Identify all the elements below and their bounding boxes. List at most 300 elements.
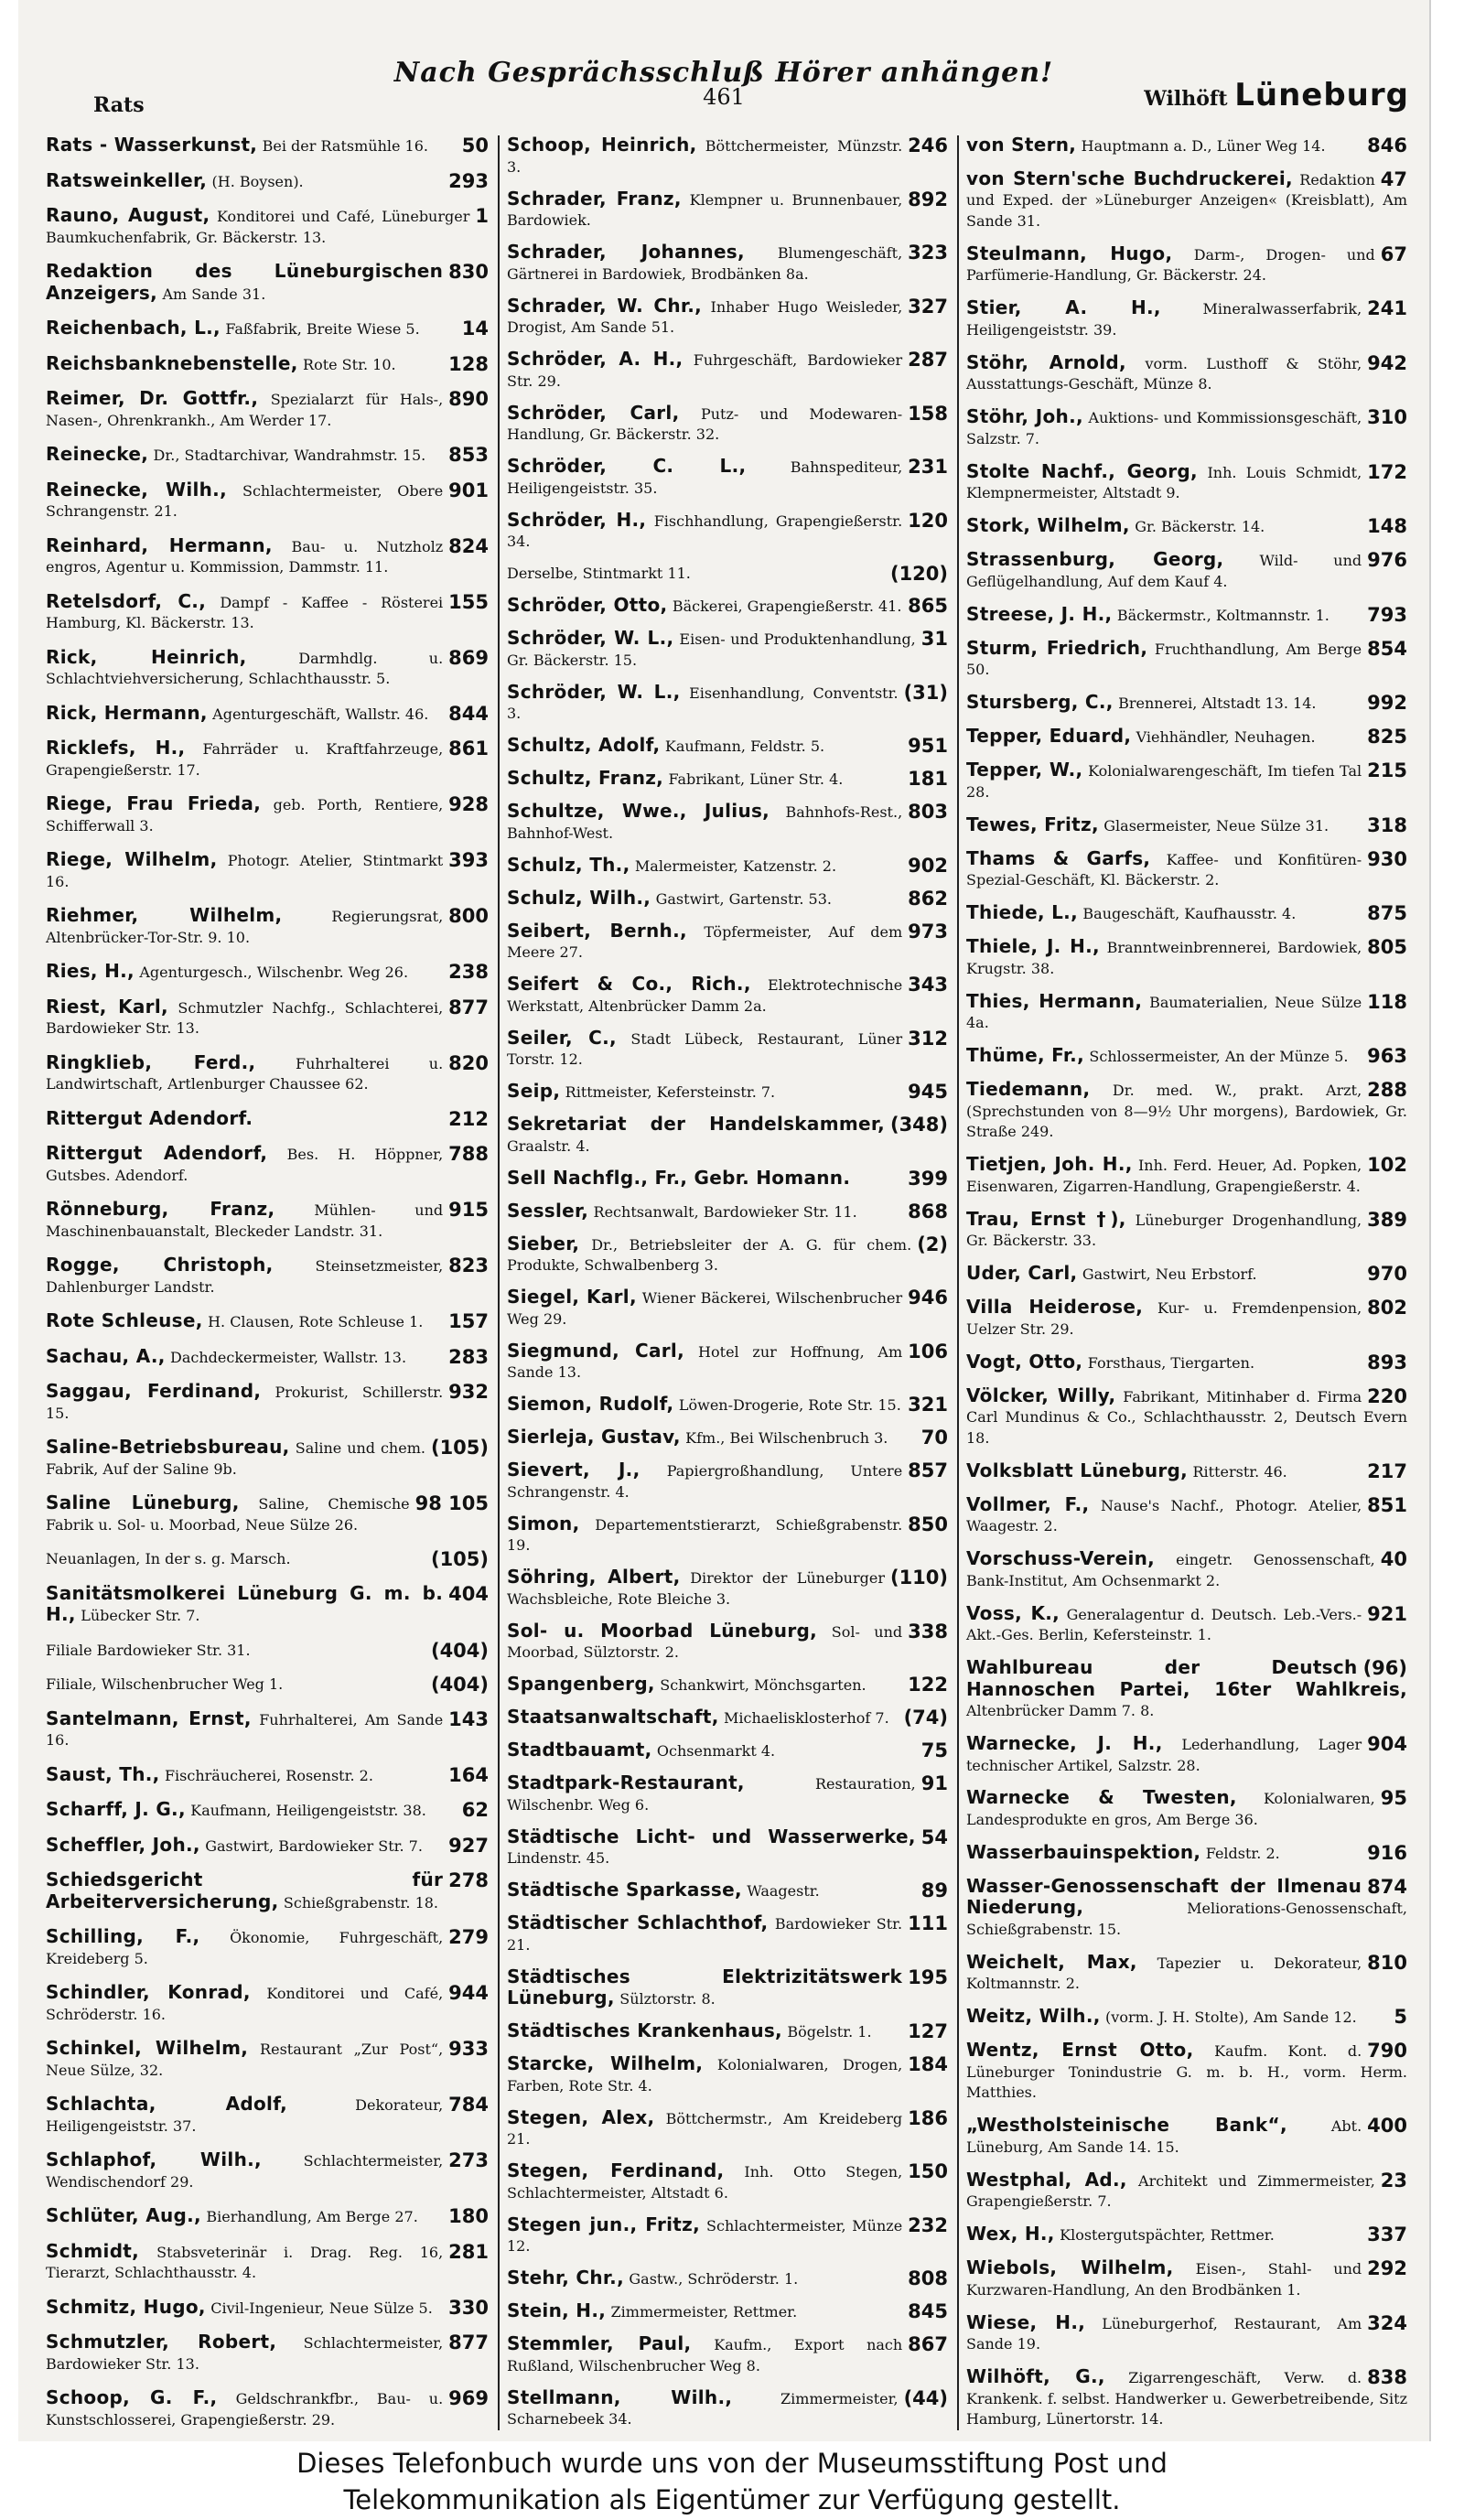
entry-detail: Dekorateur, Heiligengeiststr. 37. [46, 2096, 444, 2135]
entry-phone-number: 790 [1367, 2040, 1407, 2062]
entry-name: Staatsanwaltschaft, [507, 1706, 719, 1728]
entry-name: Schiedsgericht für Arbeiterversicherung, [46, 1868, 444, 1912]
entry-phone-number: 915 [448, 1199, 489, 1221]
entry-detail: Auktions- und Kommissionsgeschäft, Salzstr. 7. [966, 409, 1362, 447]
entry-detail: Architekt und Zimmermeister, Grapengießerstr. 7. [966, 2171, 1375, 2211]
entry-detail: Schlossermeister, An der Münze 5. [1089, 1048, 1349, 1066]
directory-entry [46, 1927, 490, 1969]
entry-phone-number: 802 [1367, 1297, 1407, 1319]
entry-detail: Konditorei und Café, Schröderstr. 16. [46, 1985, 444, 2023]
directory-entry [507, 350, 950, 392]
entry-phone-number: 946 [908, 1287, 948, 1308]
entry-detail: Generalagentur d. Deutsch. Leb.-Vers.-Akt.-Ges. Berlin, Kefersteinstr. 1. [966, 1605, 1362, 1644]
entry-phone-number: 808 [908, 2267, 948, 2289]
entry-detail: Saline und chem. Fabrik, Auf der Saline 9b. [46, 1439, 425, 1478]
directory-entry [46, 2388, 490, 2430]
entry-name: Sekretariat der Handelskammer, [507, 1113, 885, 1135]
entry-detail: Lederhandlung, Lager technischer Artikel, Salzstr. 28. [966, 1736, 1362, 1774]
entry-phone-number: 70 [920, 1427, 948, 1448]
entry-detail: Ritterstr. 46. [1192, 1462, 1287, 1481]
entry-name: Schröder, Carl, [507, 401, 680, 424]
entry-name: Schmitz, Hugo, [46, 2295, 206, 2318]
entry-detail: Kur- u. Fremdenpension, Uelzer Str. 29. [966, 1299, 1362, 1338]
directory-entry [966, 516, 1409, 538]
directory-entry [966, 846, 1409, 891]
entry-name: Rick, Hermann, [46, 701, 208, 724]
directory-entry [46, 1675, 490, 1696]
entry-name: Schilling, F., [46, 1925, 200, 1947]
directory-entry [966, 1080, 1409, 1143]
directory-entry [966, 1601, 1409, 1646]
directory-entry [966, 760, 1409, 802]
directory-entry [507, 135, 950, 178]
entry-phone-number: 278 [448, 1869, 489, 1891]
directory-entry [966, 550, 1409, 592]
entry-detail: Kaufmann, Heiligengeiststr. 38. [190, 1802, 426, 1819]
entry-phone-number: 279 [448, 1926, 489, 1948]
entry-name: Villa Heiderose, [966, 1296, 1144, 1319]
entry-detail: Lüneburgerhof, Restaurant, Am Sande 19. [966, 2314, 1362, 2353]
entry-phone-number: 928 [448, 793, 489, 815]
entry-name: von Stern'sche Buchdruckerei, [966, 167, 1293, 189]
directory-entry [46, 1800, 490, 1822]
entry-name: Tietjen, Joh. H., [966, 1153, 1133, 1176]
entry-name: Schindler, Konrad, [46, 1981, 251, 2003]
directory-entry [46, 738, 490, 781]
directory-entry [507, 2054, 950, 2096]
entry-name: Tewes, Fritz, [966, 813, 1099, 835]
directory-entry [46, 262, 490, 305]
entry-phone-number: 91 [920, 1772, 948, 1794]
entry-name: Warnecke & Twesten, [966, 1786, 1237, 1809]
entry-name: Saline Lüneburg, [46, 1492, 240, 1513]
entry-detail: Kfm., Bei Wilschenbruch 3. [685, 1429, 888, 1447]
entry-detail: Lübecker Str. 7. [81, 1607, 200, 1624]
directory-entry [46, 480, 490, 522]
entry-name: Sell Nachflg., Fr., Gebr. Homann. [507, 1166, 851, 1189]
entry-name: Schröder, A. H., [507, 348, 684, 370]
directory-entry [46, 445, 490, 467]
directory-entry [966, 903, 1409, 925]
directory-entry [507, 1567, 950, 1610]
entry-phone-number: 217 [1367, 1459, 1407, 1482]
entry-phone-number: 969 [448, 2387, 489, 2409]
directory-entry [46, 1255, 490, 1298]
entry-name: Riest, Karl, [46, 995, 168, 1018]
entry-phone-number: (348) [889, 1114, 948, 1136]
entry-phone-number: 318 [1367, 813, 1407, 836]
entry-phone-number: 850 [908, 1513, 948, 1535]
directory-entry [46, 589, 490, 634]
entry-name: Rats - Wasserkunst, [46, 135, 258, 156]
entry-detail: Zimmermeister, Scharnebeek 34. [507, 2389, 899, 2428]
directory-entry [507, 189, 950, 232]
entry-phone-number: 293 [448, 169, 489, 192]
entry-name: Söhring, Albert, [507, 1566, 681, 1588]
entry-name: Tepper, W., [966, 759, 1083, 781]
entry-columns [38, 135, 1418, 2430]
entry-detail: Sülztorstr. 8. [619, 1990, 716, 2008]
entry-phone-number: 810 [1367, 1951, 1407, 1974]
entry-name: Santelmann, Ernst, [46, 1707, 252, 1729]
entry-phone-number: 31 [920, 628, 948, 650]
entry-detail: Zigarrengeschäft, Verw. d. Krankenk. f. selbst. Handwerker u. Gewerbetreibende, Sitz Hamburg, Lünertorstr. 14. [966, 2369, 1407, 2428]
entry-phone-number: 963 [1367, 1045, 1407, 1068]
entry-detail: Baumaterialien, Neue Sülze 4a. [966, 993, 1362, 1032]
entry-name: Schrader, W. Chr., [507, 294, 702, 317]
entry-detail: Waagestr. [747, 1882, 820, 1900]
entry-phone-number: 238 [448, 961, 489, 983]
directory-entry [507, 1082, 950, 1104]
entry-detail: Inh. Louis Schmidt, Klempnermeister, Altstadt 9. [966, 463, 1362, 502]
entry-detail: Konditorei und Café, Lüneburger Baumkuchenfabrik, Gr. Bäckerstr. 13. [46, 208, 470, 246]
entry-phone-number: 875 [1367, 902, 1407, 925]
entry-name: Scharff, J. G., [46, 1798, 186, 1820]
entry-phone-number: 324 [1367, 2311, 1407, 2334]
entry-detail: Abt. Lüneburg, Am Sande 14. 15. [966, 2117, 1362, 2156]
entry-name: Trau, Ernst †), [966, 1207, 1126, 1230]
directory-entry [46, 645, 490, 690]
entry-name: Schlaphof, Wilh., [46, 2148, 262, 2170]
entry-detail: Restauration, Wilschenbr. Weg 6. [507, 1775, 916, 1814]
page-number: 461 [703, 84, 745, 110]
entry-detail: Inh. Otto Stegen, Schlachtermeister, Altstadt 6. [507, 2163, 903, 2202]
directory-entry [966, 1386, 1409, 1449]
directory-entry [507, 1707, 950, 1729]
entry-phone-number: 23 [1380, 2169, 1407, 2192]
entry-phone-number: 868 [908, 1200, 948, 1222]
directory-entry [507, 1675, 950, 1696]
directory-entry [966, 2367, 1409, 2430]
right-guide-word [1144, 77, 1409, 113]
directory-entry [507, 1967, 950, 2010]
entry-name: Stöhr, Arnold, [966, 350, 1126, 373]
entry-name: Stöhr, Joh., [966, 405, 1083, 428]
entry-name: Uder, Carl, [966, 1262, 1078, 1285]
entry-name: Schmutzler, Robert, [46, 2331, 277, 2353]
directory-entry [46, 135, 490, 157]
entry-phone-number: 330 [448, 2296, 489, 2319]
directory-entry [966, 1264, 1409, 1286]
directory-entry [46, 2295, 490, 2320]
directory-entry [46, 1870, 490, 1913]
entry-name: Stellmann, Wilh., [507, 2385, 733, 2408]
directory-entry [507, 680, 950, 725]
entry-name: Redaktion des Lüneburgischen Anzeigers, [46, 260, 444, 304]
entry-phone-number: 400 [1367, 2115, 1407, 2138]
entry-phone-number: 98 105 [414, 1492, 489, 1514]
entry-name: Seibert, Bernh., [507, 919, 687, 942]
directory-entry [46, 389, 490, 431]
entry-name: Stegen jun., Fritz, [507, 2213, 700, 2235]
entry-phone-number: 157 [448, 1310, 489, 1332]
entry-name: von Stern, [966, 135, 1077, 156]
entry-detail: Kolonialwaren, Drogen, Farben, Rote Str. 4. [507, 2056, 903, 2095]
entry-phone-number: 823 [448, 1255, 489, 1276]
entry-phone-number: 184 [908, 2053, 948, 2075]
entry-detail: Photogr. Atelier, Stintmarkt 16. [46, 852, 444, 890]
entry-name: Scheffler, Joh., [46, 1833, 200, 1856]
entry-detail: geb. Porth, Rentiere, Schifferwall 3. [46, 796, 444, 835]
entry-name: Städtisches Elektrizitätswerk Lüneburg, [507, 1965, 903, 2008]
entry-detail: Schießgrabenstr. 18. [283, 1893, 439, 1912]
directory-entry [46, 1106, 490, 1131]
entry-detail: Bardowieker Str. 21. [507, 1915, 903, 1954]
entry-name: Thies, Hermann, [966, 989, 1143, 1012]
entry-phone-number: 902 [908, 854, 948, 877]
entry-phone-number: 970 [1367, 1263, 1407, 1286]
entry-name: Schultze, Wwe., Julius, [507, 800, 770, 822]
footer-line-1: Dieses Telefonbuch wurde uns von der Museumsstiftung Post und [296, 2448, 1168, 2479]
entry-phone-number: (74) [903, 1707, 948, 1728]
directory-entry [966, 1840, 1409, 1865]
entry-phone-number: 338 [908, 1620, 948, 1642]
directory-entry [46, 1762, 490, 1787]
entry-phone-number: 47 [1380, 167, 1407, 190]
entry-phone-number: 932 [448, 1381, 489, 1403]
entry-phone-number: 830 [448, 261, 489, 283]
entry-phone-number: 120 [908, 509, 948, 532]
entry-detail: Fahrräder u. Kraftfahrzeuge, Grapengießerstr. 17. [46, 740, 444, 779]
entry-detail: Regierungsrat, Altenbrücker-Tor-Str. 9. 10. [46, 908, 444, 946]
entry-name: Westphal, Ad., [966, 2168, 1127, 2191]
entry-detail: Gastwirt, Neu Erbstorf. [1082, 1265, 1257, 1284]
entry-name: Vogt, Otto, [966, 1350, 1083, 1373]
entry-detail: Bögelstr. 1. [787, 2023, 872, 2041]
entry-phone-number: (31) [903, 681, 948, 704]
entry-phone-number: 232 [908, 2213, 948, 2236]
directory-entry [507, 1621, 950, 1664]
entry-detail: Sol- und Moorbad, Sülztorstr. 2. [507, 1622, 903, 1661]
entry-name: Schulz, Wilh., [507, 886, 651, 909]
footer-line-2: Telekommunikation als Eigentümer zur Verfügung gestellt. [343, 2484, 1121, 2515]
entry-name: Stegen, Ferdinand, [507, 2159, 725, 2181]
entry-phone-number: 321 [908, 1394, 948, 1416]
entry-phone-number: 62 [461, 1799, 489, 1821]
directory-entry [507, 457, 950, 499]
entry-name: Sachau, A., [46, 1344, 166, 1367]
entry-phone-number: 784 [448, 2094, 489, 2116]
entry-name: Tiedemann, [966, 1078, 1091, 1101]
entry-phone-number: (96) [1362, 1657, 1407, 1680]
directory-page [18, 0, 1431, 2441]
entry-detail: Schmutzler Nachfg., Schlachterei, Bardowieker Str. 13. [46, 998, 444, 1037]
entry-name: Stier, A. H., [966, 296, 1161, 319]
entry-detail: H. Clausen, Rote Schleuse 1. [208, 1313, 424, 1330]
entry-name: Spangenberg, [507, 1673, 655, 1695]
entry-detail: Bäckermstr., Koltmannstr. 1. [1116, 606, 1329, 624]
entry-detail: Lindenstr. 45. [507, 1849, 610, 1867]
entry-phone-number: 89 [920, 1879, 948, 1901]
directory-entry [966, 989, 1409, 1034]
entry-phone-number: 851 [1367, 1493, 1407, 1516]
directory-entry [507, 2105, 950, 2150]
entry-name: Retelsdorf, C., [46, 589, 207, 612]
entry-detail: Fabrikant, Lüner Str. 4. [668, 770, 844, 788]
entry-name: Schröder, C. L., [507, 455, 747, 477]
entry-detail: Am Sande 31. [162, 285, 266, 303]
entry-detail: Inhaber Hugo Weisleder, Drogist, Am Sande 51. [507, 297, 903, 336]
entry-detail: Feldstr. 2. [1205, 1844, 1280, 1862]
entry-detail: Kaufmann, Feldstr. 5. [664, 738, 825, 755]
entry-name: Schlüter, Aug., [46, 2204, 201, 2226]
entry-detail: Agenturgeschäft, Wallstr. 46. [212, 705, 429, 723]
entry-detail: Kolonialwaren, Landesprodukte en gros, Am Berge 36. [966, 1790, 1375, 1828]
directory-entry [46, 168, 490, 193]
directory-entry [966, 350, 1409, 395]
directory-entry [46, 962, 490, 984]
entry-detail: Bau- u. Nutzholz engros, Agentur u. Kommission, Dammstr. 11. [46, 537, 444, 576]
entry-phone-number: 122 [908, 1674, 948, 1696]
directory-entry [507, 802, 950, 844]
directory-entry [966, 1352, 1409, 1374]
entry-detail: Fuhrhalterei u. Landwirtschaft, Artlenburger Chaussee 62. [46, 1054, 444, 1093]
directory-entry [966, 937, 1409, 979]
entry-name: Steulmann, Hugo, [966, 242, 1173, 264]
entry-name: Schulz, Th., [507, 853, 630, 876]
entry-phone-number: 327 [908, 295, 948, 318]
directory-entry [46, 997, 490, 1039]
entry-name: Wex, H., [966, 2223, 1055, 2245]
entry-name: Rittergut Adendorf. [46, 1106, 253, 1129]
directory-entry [46, 1311, 490, 1333]
entry-detail: Schlachtermeister, Wendischendorf 29. [46, 2152, 444, 2191]
entry-phone-number: 838 [1367, 2366, 1407, 2389]
column-right [957, 135, 1416, 2430]
entry-phone-number: 399 [908, 1167, 948, 1190]
directory-entry [46, 2332, 490, 2375]
entry-phone-number: (105) [430, 1437, 489, 1459]
entry-detail: Bei der Ratsmühle 16. [262, 137, 428, 155]
entry-detail: Zimmermeister, Rettmer. [610, 2303, 798, 2321]
directory-entry [966, 1492, 1409, 1537]
entry-name: Ricklefs, H., [46, 737, 186, 759]
entry-detail: Bahnspediteur, Heiligengeiststr. 35. [507, 458, 903, 497]
directory-entry [966, 1298, 1409, 1340]
directory-entry [507, 2161, 950, 2203]
directory-entry [966, 2310, 1409, 2355]
entry-phone-number: (105) [430, 1548, 489, 1570]
entry-detail: Hotel zur Hoffnung, Am Sande 13. [507, 1342, 903, 1381]
entry-detail: Inh. Ferd. Heuer, Ad. Popken, Eisenwaren, Zigarren-Handlung, Grapengießerstr. 4. [966, 1157, 1362, 1195]
entry-detail: Derselbe, Stintmarkt 11. [507, 565, 691, 582]
entry-phone-number: 942 [1367, 351, 1407, 374]
entry-name: Schröder, H., [507, 508, 647, 531]
entry-name: Sturm, Friedrich, [966, 636, 1148, 659]
entry-phone-number: 75 [920, 1739, 948, 1761]
directory-entry [507, 1427, 950, 1449]
entry-name: Ringklieb, Ferd., [46, 1050, 256, 1073]
entry-phone-number: 901 [448, 479, 489, 501]
entry-detail: Civil-Ingenieur, Neue Sülze 5. [210, 2299, 433, 2317]
entry-phone-number: 127 [908, 2020, 948, 2042]
entry-name: Sol- u. Moorbad Lüneburg, [507, 1619, 818, 1642]
entry-detail: Direktor der Lüneburger Wachsbleiche, Rote Bleiche 3. [507, 1569, 885, 1608]
entry-detail: Filiale Bardowieker Str. 31. [46, 1641, 251, 1659]
entry-detail: Gastwirt, Gartenstr. 53. [655, 889, 832, 908]
entry-name: Streese, J. H., [966, 602, 1113, 625]
entry-detail: Agenturgesch., Wilschenbr. Weg 26. [139, 964, 409, 981]
directory-entry [507, 2301, 950, 2323]
entry-detail: Schlachtermeister, Obere Schrangenstr. 21. [46, 481, 444, 520]
entry-detail: Fruchthandlung, Am Berge 50. [966, 640, 1362, 679]
entry-detail: Löwen-Drogerie, Rote Str. 15. [678, 1396, 901, 1414]
directory-entry [46, 1438, 490, 1480]
entry-phone-number: 862 [908, 887, 948, 910]
entry-name: Rittergut Adendorf, [46, 1142, 268, 1164]
entry-phone-number: (404) [430, 1674, 489, 1696]
entry-detail: Rechtsanwalt, Bardowieker Str. 11. [593, 1202, 857, 1221]
entry-name: Strassenburg, Georg, [966, 548, 1224, 571]
directory-entry [966, 693, 1409, 715]
entry-phone-number: 945 [908, 1081, 948, 1103]
entry-phone-number: 128 [448, 352, 489, 375]
entry-name: Rote Schleuse, [46, 1309, 203, 1331]
entry-phone-number: 861 [448, 738, 489, 759]
entry-detail: Forsthaus, Tiergarten. [1087, 1353, 1255, 1372]
entry-detail: eingetr. Genossenschaft, Bank-Institut, Am Ochsenmarkt 2. [966, 1551, 1375, 1589]
directory-entry [966, 2170, 1409, 2213]
entry-name: Stegen, Alex, [507, 2105, 655, 2128]
directory-entry [46, 2206, 490, 2228]
entry-name: Schrader, Franz, [507, 187, 682, 210]
entry-name: Sievert, J., [507, 1459, 640, 1481]
entry-name: Stadtpark-Restaurant, [507, 1772, 745, 1793]
directory-entry [966, 1658, 1409, 1722]
entry-detail: Fuhrgeschäft, Bardowieker Str. 29. [507, 351, 903, 390]
directory-entry [507, 1460, 950, 1502]
entry-name: Sanitätsmolkerei Lüneburg G. m. b. H., [46, 1581, 444, 1625]
directory-entry [46, 1549, 490, 1570]
entry-detail: Hauptmann a. D., Lüner Weg 14. [1081, 137, 1326, 155]
entry-phone-number: 1 [475, 205, 489, 227]
entry-phone-number: 283 [448, 1345, 489, 1368]
directory-entry [507, 2268, 950, 2290]
directory-entry [507, 921, 950, 964]
entry-name: Reimer, Dr. Gottfr., [46, 387, 259, 409]
entry-detail: Fischhandlung, Grapengießerstr. 34. [507, 512, 903, 550]
directory-entry [507, 1827, 950, 1869]
entry-phone-number: 992 [1367, 692, 1407, 715]
entry-detail: Klempner u. Brunnenbauer, Bardowiek. [507, 190, 903, 229]
directory-entry [507, 2021, 950, 2043]
entry-name: Reinecke, Wilh., [46, 478, 227, 501]
entry-phone-number: 824 [448, 534, 489, 557]
entry-detail: Neuanlagen, In der s. g. Marsch. [46, 1550, 291, 1567]
directory-entry [46, 2095, 490, 2137]
directory-entry [46, 1144, 490, 1186]
entry-name: Schoop, G. F., [46, 2386, 218, 2408]
entry-name: Vorschuss-Verein, [966, 1547, 1156, 1570]
entry-phone-number: 310 [1367, 406, 1407, 429]
entry-name: Rauno, August, [46, 204, 210, 226]
entry-detail: Gastw., Schröderstr. 1. [629, 2270, 799, 2288]
directory-entry [46, 1709, 490, 1751]
directory-entry [507, 888, 950, 910]
entry-detail: Altenbrücker Damm 7. 8. [966, 1702, 1155, 1720]
directory-entry [507, 736, 950, 758]
entry-phone-number: 893 [1367, 1351, 1407, 1373]
entry-name: Warnecke, J. H., [966, 1732, 1163, 1754]
entry-phone-number: 933 [448, 2038, 489, 2060]
entry-phone-number: 164 [448, 1763, 489, 1786]
directory-entry [507, 1168, 950, 1190]
entry-detail: Stadt Lübeck, Restaurant, Lüner Torstr. 12. [507, 1029, 903, 1068]
entry-name: Siegmund, Carl, [507, 1339, 684, 1362]
entry-phone-number: (404) [430, 1639, 489, 1662]
directory-entry [507, 508, 950, 553]
entry-name: „Westholsteinische Bank“, [966, 2114, 1287, 2137]
